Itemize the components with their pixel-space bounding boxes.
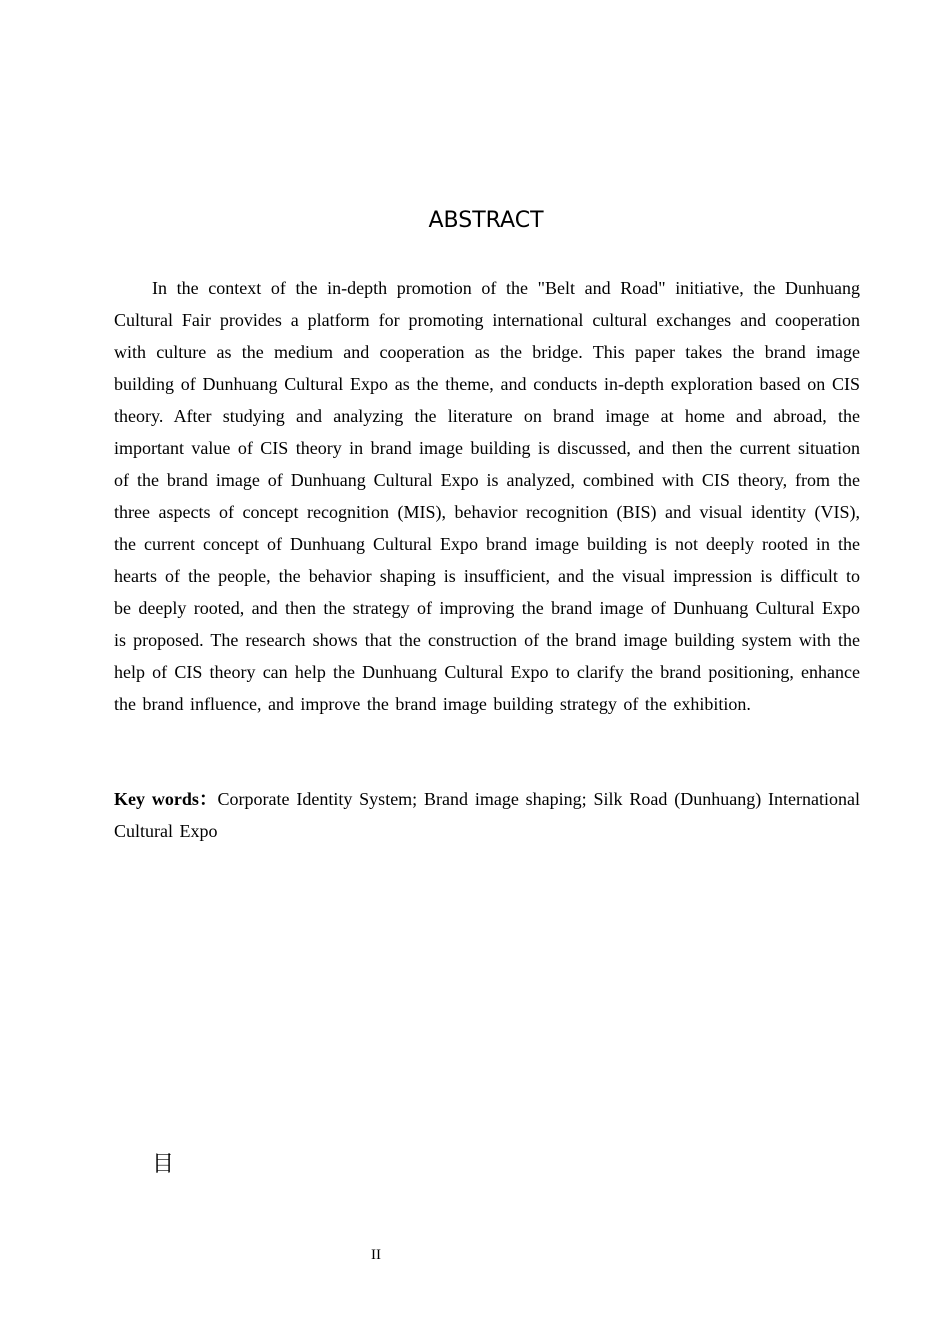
keywords-text: Corporate Identity System; Brand image shaping; Silk Road (Dunhuang) International Cultural Expo	[114, 789, 860, 841]
keywords-line	[114, 783, 860, 847]
abstract-body: In the context of the in-depth promotion of the "Belt and Road" initiative, the Dunhuang Cultural Fair provides a platform for promoting international cultural exchanges and cooperation with culture as the medium and cooperation as the bridge. This paper takes the brand image building of Dunhuang Cultural Expo as the theme, and conducts in-depth exploration based on CIS theory. After studying and analyzing the literature on brand image at home and abroad, the important value of CIS theory in brand image building is discussed, and then the current situation of the brand image of Dunhuang Cultural Expo is analyzed, combined with CIS theory, from the three aspects of concept recognition (MIS), behavior recognition (BIS) and visual identity (VIS), the current concept of Dunhuang Cultural Expo brand image building is not deeply rooted in the hearts of the people, the behavior shaping is insufficient, and the visual impression is difficult to be deeply rooted, and then the strategy of improving the brand image of Dunhuang Cultural Expo is proposed. The research shows that the construction of the brand image building system with the help of CIS theory can help the Dunhuang Cultural Expo to clarify the brand positioning, enhance the brand influence, and improve the brand image building strategy of the exhibition.	[114, 278, 860, 714]
keywords-label: Key words：	[114, 789, 218, 809]
page-number: II	[371, 1247, 381, 1263]
abstract-title: ABSTRACT	[428, 208, 544, 233]
table-of-contents-heading-fragment: 目	[152, 1152, 175, 1177]
